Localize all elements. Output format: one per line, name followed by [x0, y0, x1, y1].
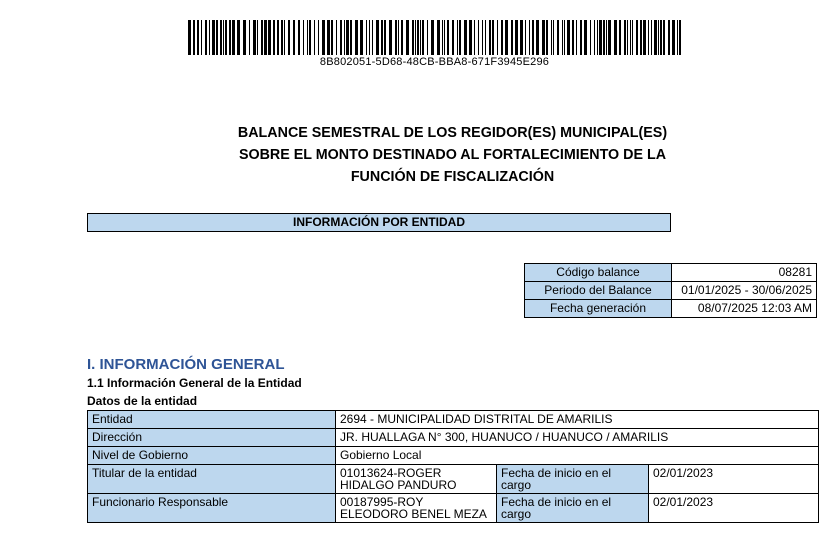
barcode-bar: [525, 20, 526, 55]
barcode-bar: [520, 20, 523, 55]
officer-start-date-value: 02/01/2023: [649, 494, 819, 523]
barcode-bar: [389, 20, 392, 55]
barcode-bar: [398, 20, 399, 55]
entity-value: 2694 - MUNICIPALIDAD DISTRITAL DE AMARILIS: [336, 411, 819, 429]
barcode-bar: [632, 20, 633, 55]
barcode-bar: [298, 20, 300, 55]
address-label: Dirección: [88, 429, 336, 447]
barcode-bar: [501, 20, 503, 55]
barcode-bar: [268, 20, 271, 55]
barcode-bar: [223, 20, 224, 55]
balance-info-table: [524, 263, 817, 318]
barcode-bar: [309, 20, 311, 55]
barcode-bar: [284, 20, 285, 55]
barcode-bar: [474, 20, 475, 55]
barcode-bar: [355, 20, 358, 55]
barcode-bar: [511, 20, 513, 55]
head-of-entity-label: Titular de la entidad: [88, 465, 336, 494]
barcode-bar: [381, 20, 383, 55]
barcode-bar: [415, 20, 416, 55]
balance-period-value: 01/01/2025 - 30/06/2025: [672, 282, 817, 300]
barcode-bar: [327, 20, 330, 55]
barcode-bar: [654, 20, 657, 55]
group-label-entity-data: Datos de la entidad: [87, 394, 198, 408]
section-bar-entity-info: INFORMACIÓN POR ENTIDAD: [87, 213, 671, 232]
barcode-code: 8B802051-5D68-48CB-BBA8-671F3945E296: [319, 56, 550, 68]
barcode-bar: [658, 20, 659, 55]
barcode-bar: [606, 20, 607, 55]
barcode-bar: [322, 20, 325, 55]
barcode-bar: [336, 20, 337, 55]
barcode-bar: [627, 20, 628, 55]
barcode-bar: [630, 20, 631, 55]
entity-label: Entidad: [88, 411, 336, 429]
barcode-bar: [314, 20, 315, 55]
barcode-bar: [427, 20, 428, 55]
barcode-bar: [307, 20, 308, 55]
barcode-bar: [197, 20, 199, 55]
document-title: [210, 122, 695, 188]
barcode-bar: [431, 20, 434, 55]
barcode-bar: [237, 20, 240, 55]
barcode-bar: [232, 20, 235, 55]
head-start-date-label: Fecha de inicio en el cargo: [497, 465, 649, 494]
barcode-bar: [201, 20, 202, 55]
barcode-bar: [668, 20, 670, 55]
barcode-bar: [529, 20, 530, 55]
barcode-bar: [619, 20, 621, 55]
barcode-bar: [603, 20, 605, 55]
barcode-bar: [546, 20, 548, 55]
barcode-bar: [608, 20, 611, 55]
barcode-bar: [459, 20, 461, 55]
head-of-entity-row: [88, 465, 819, 494]
barcode-bar: [261, 20, 263, 55]
barcode-bar: [478, 20, 479, 55]
barcode-bar: [273, 20, 275, 55]
barcode-bar: [303, 20, 304, 55]
barcode-bar: [551, 20, 552, 55]
address-row: [88, 429, 819, 447]
barcode-bar: [557, 20, 559, 55]
barcode-bar: [457, 20, 458, 55]
barcode-bar: [464, 20, 467, 55]
barcode-bar: [660, 20, 662, 55]
head-of-entity-value: 01013624-ROGER HIDALGO PANDURO: [336, 465, 497, 494]
barcode-bar: [636, 20, 638, 55]
barcode-bar: [384, 20, 386, 55]
balance-row-code: [525, 264, 817, 282]
barcode-bar: [220, 20, 222, 55]
government-level-label: Nivel de Gobierno: [88, 447, 336, 465]
barcode-bar: [193, 20, 195, 55]
barcode-bar: [344, 20, 345, 55]
barcode-bar: [257, 20, 258, 55]
barcode-bar: [651, 20, 652, 55]
barcode-bar: [576, 20, 577, 55]
balance-generated-value: 08/07/2025 12:03 AM: [672, 300, 817, 318]
barcode-bar: [505, 20, 508, 55]
barcode-bar: [679, 20, 681, 55]
barcode-bar: [482, 20, 483, 55]
responsible-officer-value: 00187995-ROY ELEODORO BENEL MEZA: [336, 494, 497, 523]
balance-generated-label: Fecha generación: [525, 300, 672, 318]
barcode-bar: [489, 20, 491, 55]
barcode-bar: [249, 20, 250, 55]
barcode-bar: [412, 20, 414, 55]
barcode-bar: [624, 20, 626, 55]
barcode-bar: [663, 20, 665, 55]
government-level-row: [88, 447, 819, 465]
barcode-bar: [216, 20, 218, 55]
balance-code-value: 08281: [672, 264, 817, 282]
barcode-bar: [209, 20, 210, 55]
barcode-bar: [331, 20, 333, 55]
barcode-bar: [614, 20, 617, 55]
barcode-bar: [264, 20, 267, 55]
government-level-value: Gobierno Local: [336, 447, 819, 465]
barcode-bar: [406, 20, 409, 55]
barcode-bar: [417, 20, 419, 55]
barcode-bar: [580, 20, 582, 55]
barcode-bar: [360, 20, 363, 55]
barcode-bar: [599, 20, 602, 55]
barcode-bar: [564, 20, 565, 55]
barcode-bar: [346, 20, 349, 55]
balance-period-label: Periodo del Balance: [525, 282, 672, 300]
barcode-bar: [188, 20, 191, 55]
barcode-bar: [212, 20, 215, 55]
section-heading-general: I. INFORMACIÓN GENERAL: [87, 356, 285, 373]
barcode-bar: [369, 20, 370, 55]
barcode-bar: [515, 20, 518, 55]
barcode-bar: [225, 20, 227, 55]
barcode-bar: [340, 20, 342, 55]
barcode-bar: [288, 20, 290, 55]
responsible-officer-row: [88, 494, 819, 523]
barcode-bar: [677, 20, 678, 55]
title-line-3: FUNCIÓN DE FISCALIZACIÓN: [350, 169, 555, 185]
entity-row: [88, 411, 819, 429]
barcode: [188, 20, 681, 55]
barcode-bar: [532, 20, 534, 55]
barcode-bar: [281, 20, 283, 55]
responsible-officer-label: Funcionario Responsable: [88, 494, 336, 523]
barcode-bar: [597, 20, 598, 55]
barcode-bar: [277, 20, 279, 55]
barcode-bar: [492, 20, 494, 55]
barcode-bar: [590, 20, 591, 55]
barcode-bar: [542, 20, 545, 55]
title-line-2: SOBRE EL MONTO DESTINADO AL FORTALECIMIENTO DE LA: [238, 147, 667, 163]
barcode-bar: [401, 20, 403, 55]
officer-start-date-label: Fecha de inicio en el cargo: [497, 494, 649, 523]
barcode-bar: [442, 20, 443, 55]
subheading-entity-info: 1.1 Información General de la Entidad: [87, 376, 302, 390]
barcode-bar: [243, 20, 246, 55]
barcode-bar: [469, 20, 472, 55]
barcode-bar: [318, 20, 319, 55]
title-line-1: BALANCE SEMESTRAL DE LOS REGIDOR(ES) MUNICIPAL(ES): [237, 125, 668, 141]
barcode-bar: [648, 20, 649, 55]
balance-row-period: [525, 282, 817, 300]
barcode-bar: [584, 20, 587, 55]
barcode-bar: [422, 20, 424, 55]
barcode-bar: [253, 20, 256, 55]
balance-code-label: Código balance: [525, 264, 672, 282]
barcode-bar: [572, 20, 574, 55]
barcode-bar: [229, 20, 231, 55]
barcode-bar: [497, 20, 498, 55]
barcode-bar: [447, 20, 449, 55]
entity-data-table: [87, 410, 819, 523]
barcode-bar: [372, 20, 373, 55]
barcode-bar: [395, 20, 397, 55]
barcode-bar: [444, 20, 445, 55]
barcode-bar: [350, 20, 352, 55]
barcode-bar: [437, 20, 440, 55]
barcode-bar: [536, 20, 539, 55]
address-value: JR. HUALLAGA N° 300, HUANUCO / HUANUCO / AMARILIS: [336, 429, 819, 447]
balance-row-generated: [525, 300, 817, 318]
barcode-bar: [452, 20, 454, 55]
barcode-bar: [485, 20, 486, 55]
barcode-bar: [553, 20, 554, 55]
barcode-bar: [672, 20, 675, 55]
head-start-date-value: 02/01/2023: [649, 465, 819, 494]
barcode-bar: [562, 20, 563, 55]
barcode-bar: [420, 20, 421, 55]
barcode-bar: [640, 20, 642, 55]
barcode-bar: [293, 20, 295, 55]
barcode-bar: [366, 20, 367, 55]
barcode-bar: [205, 20, 207, 55]
barcode-bar: [376, 20, 379, 55]
barcode-bar: [643, 20, 646, 55]
barcode-bar: [594, 20, 595, 55]
barcode-bar: [567, 20, 570, 55]
